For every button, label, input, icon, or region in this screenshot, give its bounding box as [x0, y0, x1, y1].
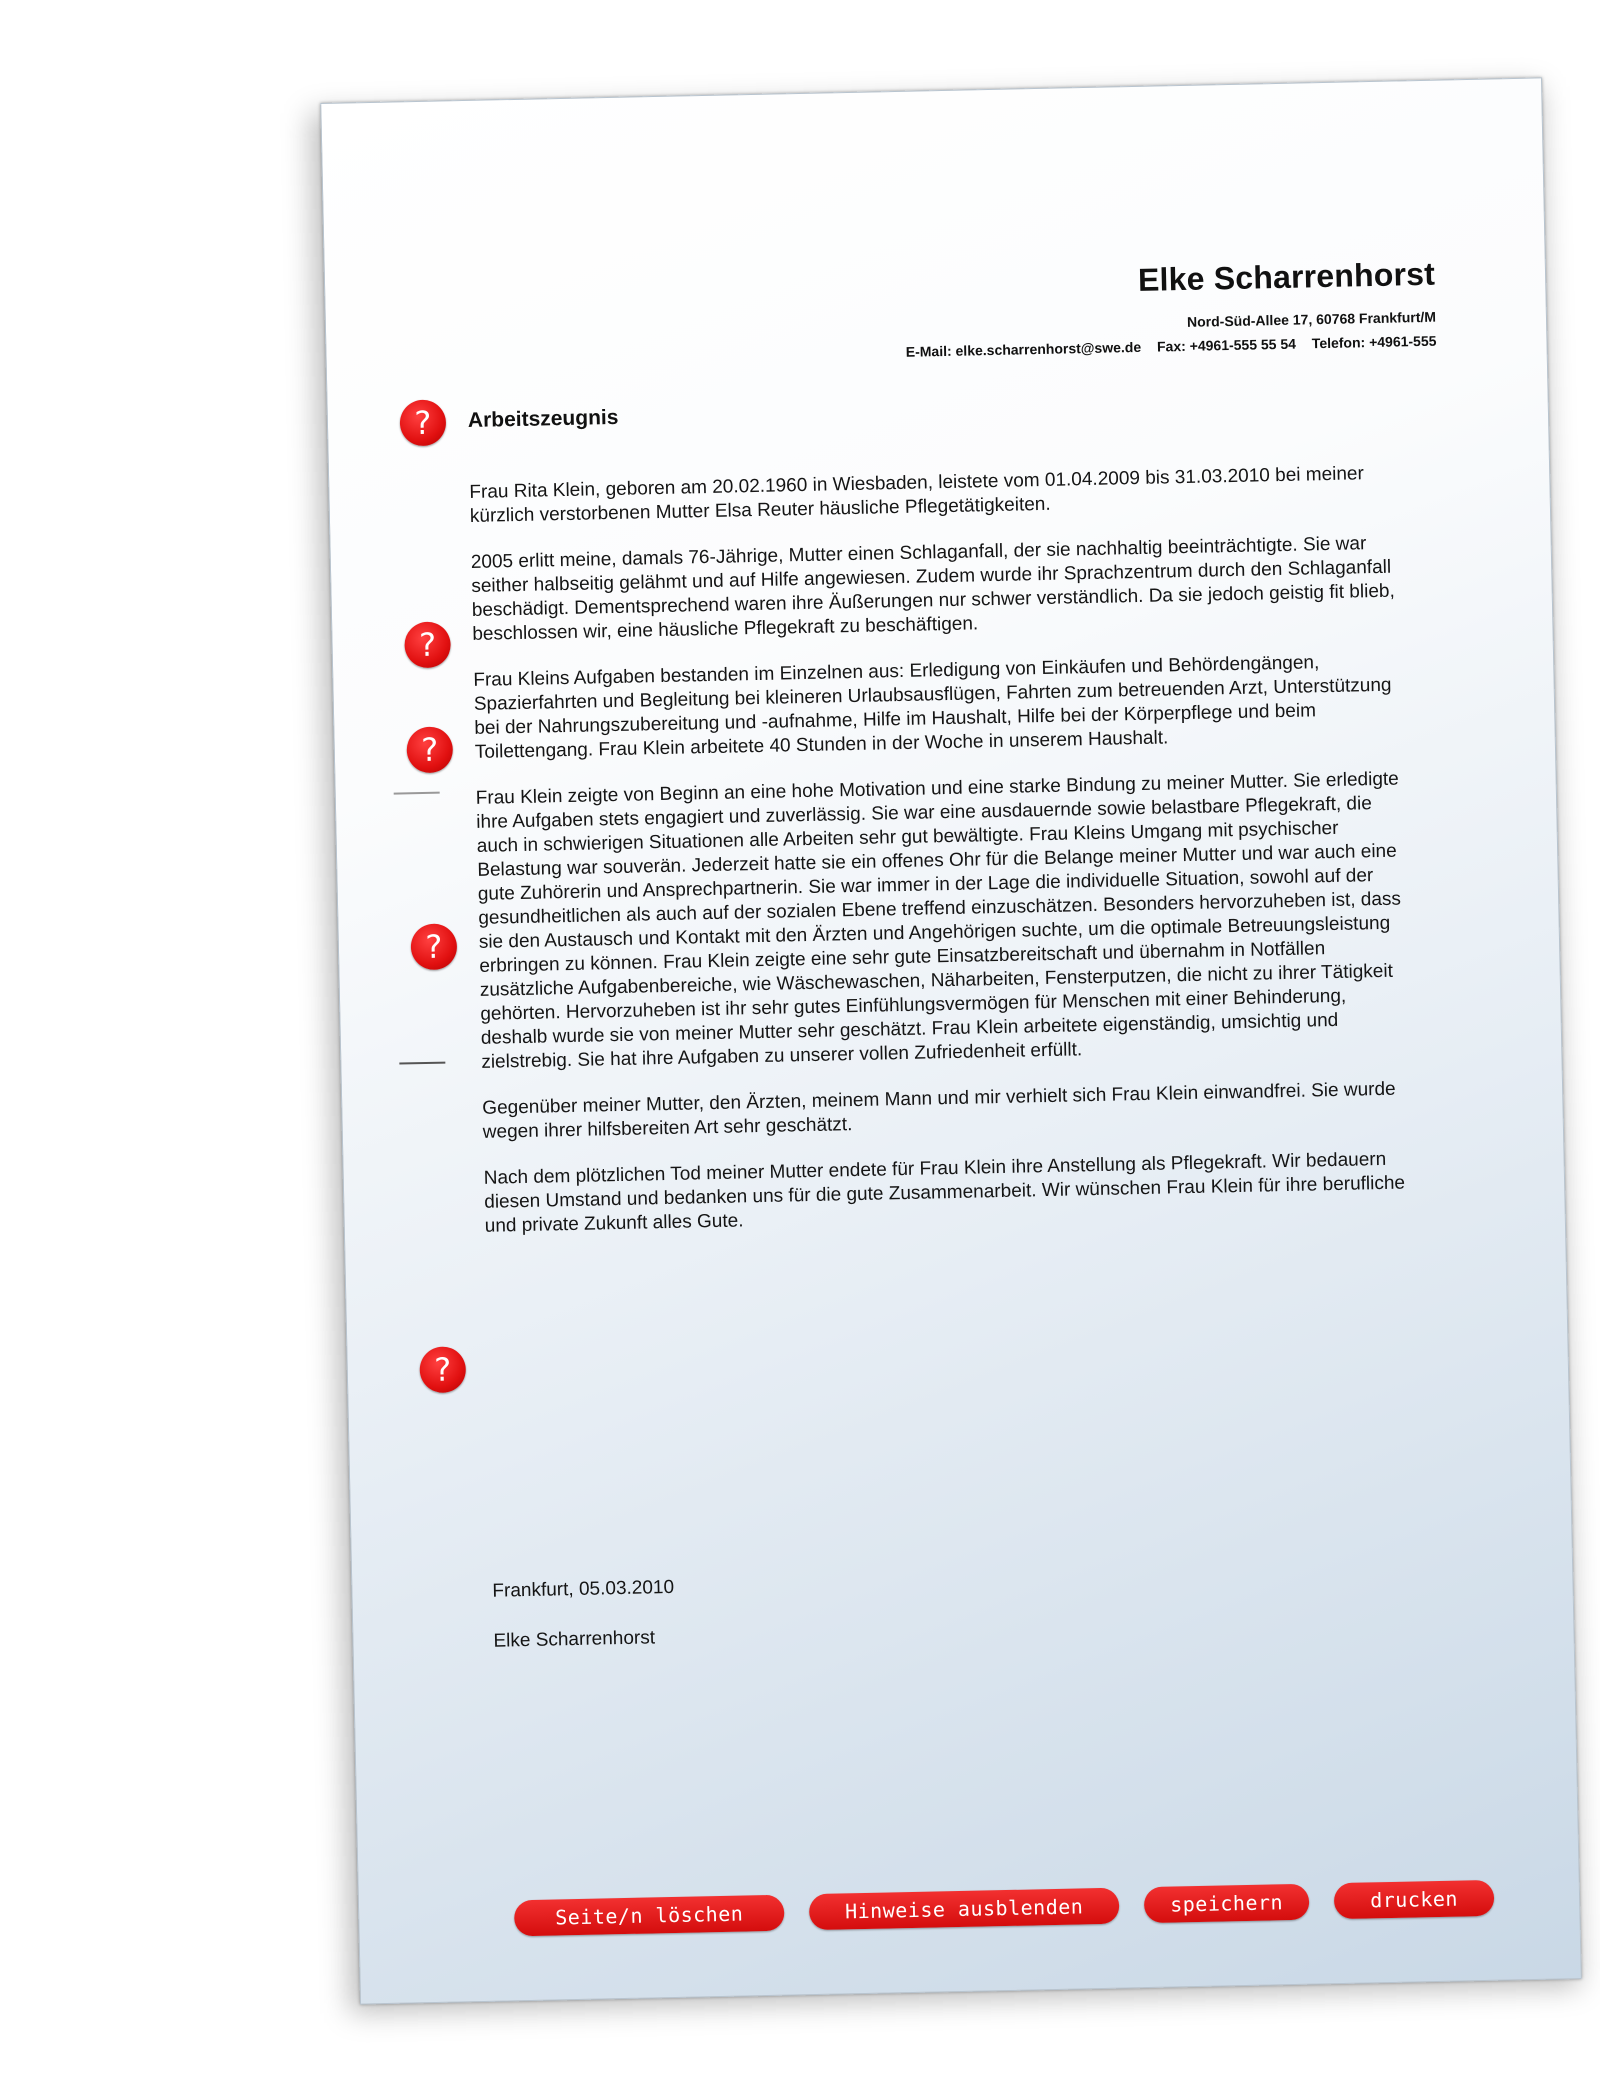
letterhead — [892, 256, 1437, 360]
document-sheet — [320, 77, 1582, 2004]
sender-phone: Telefon: +4961-555 — [1311, 332, 1437, 352]
help-hint-icon[interactable]: ? — [419, 1346, 466, 1393]
sender-contact — [894, 333, 1437, 360]
paragraph-conduct: Gegenüber meiner Mutter, den Ärzten, meinem Mann und mir verhielt sich Frau Klein einwandfrei. Sie wurde wegen ihrer hilfsbereiten Art sehr geschätzt. — [482, 1078, 1396, 1143]
sender-name: Elke Scharrenhorst — [1137, 255, 1436, 298]
document-title: Arbeitszeugnis — [467, 405, 619, 432]
sender-fax: Fax: +4961-555 55 54 — [1156, 335, 1297, 355]
help-hint-icon[interactable]: ? — [410, 923, 457, 970]
letter-body — [469, 461, 1415, 1260]
print-button[interactable]: drucken — [1334, 1880, 1495, 1919]
hide-hints-button[interactable]: Hinweise ausblenden — [809, 1888, 1120, 1930]
signature-name: Elke Scharrenhorst — [493, 1627, 656, 1652]
closing-block — [492, 1577, 676, 1681]
fold-mark — [394, 792, 440, 795]
place-date: Frankfurt, 05.03.2010 — [492, 1576, 675, 1602]
punch-mark — [399, 1062, 445, 1065]
paragraph-background: 2005 erlitt meine, damals 76-Jährige, Mutter einen Schlaganfall, der sie nachhaltig beeinträchtigte. Sie war seither halbseitig gelähmt und auf Hilfe angewiesen. Zudem wurde ihr Sprachzentrum durch den Schlaganfall beschädigt. Dementsprechend waren ihre Äußerungen nur schwer verständlich. Da sie jedoch geistig fit blieb, beschlossen wir, eine häusliche Pflegekraft zu beschäftigen. — [470, 533, 1395, 645]
help-hint-icon[interactable]: ? — [406, 726, 453, 773]
paragraph-tasks: Frau Kleins Aufgaben bestanden im Einzelnen aus: Erledigung von Einkäufen und Behördengängen, Spazierfahrten und Begleitung bei kleineren Urlaubsausflügen, Fahrten zum betreuenden Arzt, Unterstützung bei der Nahrungszubereitung und -aufnahme, Hilfe im Haushalt, Hilfe bei der Körperpflege und beim Toilettengang. Frau Klein arbeitete 40 Stunden in der Woche in unserem Haushalt. — [473, 652, 1392, 763]
paragraph-closing: Nach dem plötzlichen Tod meiner Mutter endete für Frau Klein ihre Anstellung als Pflegekraft. Wir bedauern diesen Umstand und bedanken uns für die gute Zusammenarbeit. Wir wünschen Frau Klein für ihre berufliche und private Zukunft alles Gute. — [483, 1148, 1406, 1237]
paragraph-intro: Frau Rita Klein, geboren am 20.02.1960 in Wiesbaden, leistete vom 01.04.2009 bis 31.03.2010 bei meiner kürzlich verstorbenen Mutter Elsa Reuter häusliche Pflegetätigkeiten. — [469, 463, 1365, 527]
help-hint-icon[interactable]: ? — [404, 621, 451, 668]
help-hint-icon[interactable]: ? — [399, 399, 446, 446]
delete-pages-button[interactable]: Seite/n löschen — [514, 1895, 785, 1937]
save-button[interactable]: speichern — [1144, 1884, 1310, 1923]
sender-address: Nord-Süd-Allee 17, 60768 Frankfurt/M — [1186, 308, 1437, 330]
paragraph-performance: Frau Klein zeigte von Beginn an eine hohe Motivation und eine starke Bindung zu meiner Mutter. Sie erledigte ihre Aufgaben stets engagiert und zuverlässig. Sie war eine ausdauernde sowie belastbare Pflegekraft, die auch in schwierigen Situationen alle Arbeiten sehr gut bewältigte. Frau Kleins Umgang mit psychischer Belastung war souverän. Jederzeit hatte sie ein offenes Ohr für die Belange meiner Mutter und war auch eine gute Zuhörerin und Ansprechpartnerin. Sie war immer in der Lage die individuelle Situation, sowohl auf der gesundheitlichen als auch auf der sozialen Ebene treffend einzuschätzen. Besonders hervorzuheben ist, dass sie den Austausch und Kontakt mit den Ärzten und Angehörigen suchte, um die optimale Betreuungsleistung erbringen zu können. Frau Klein zeigte eine sehr gute Einsatzbereitschaft und übernahm in Notfällen zusätzliche Aufgabenbereiche, wie Wäschewaschen, Näharbeiten, Fensterputzen, die nicht zu ihrer Tätigkeit gehörten. Hervorzuheben ist ihr sehr gutes Einfühlungsvermögen für Menschen mit einer Behinderung, deshalb wurde sie von meiner Mutter sehr geschätzt. Frau Klein arbeitete eigenständig, umsichtig und zielstrebig. Sie hat ihre Aufgaben zu unserer vollen Zufriedenheit erfüllt. — [475, 768, 1402, 1073]
sender-email: E-Mail: elke.scharrenhorst@swe.de — [905, 338, 1142, 360]
